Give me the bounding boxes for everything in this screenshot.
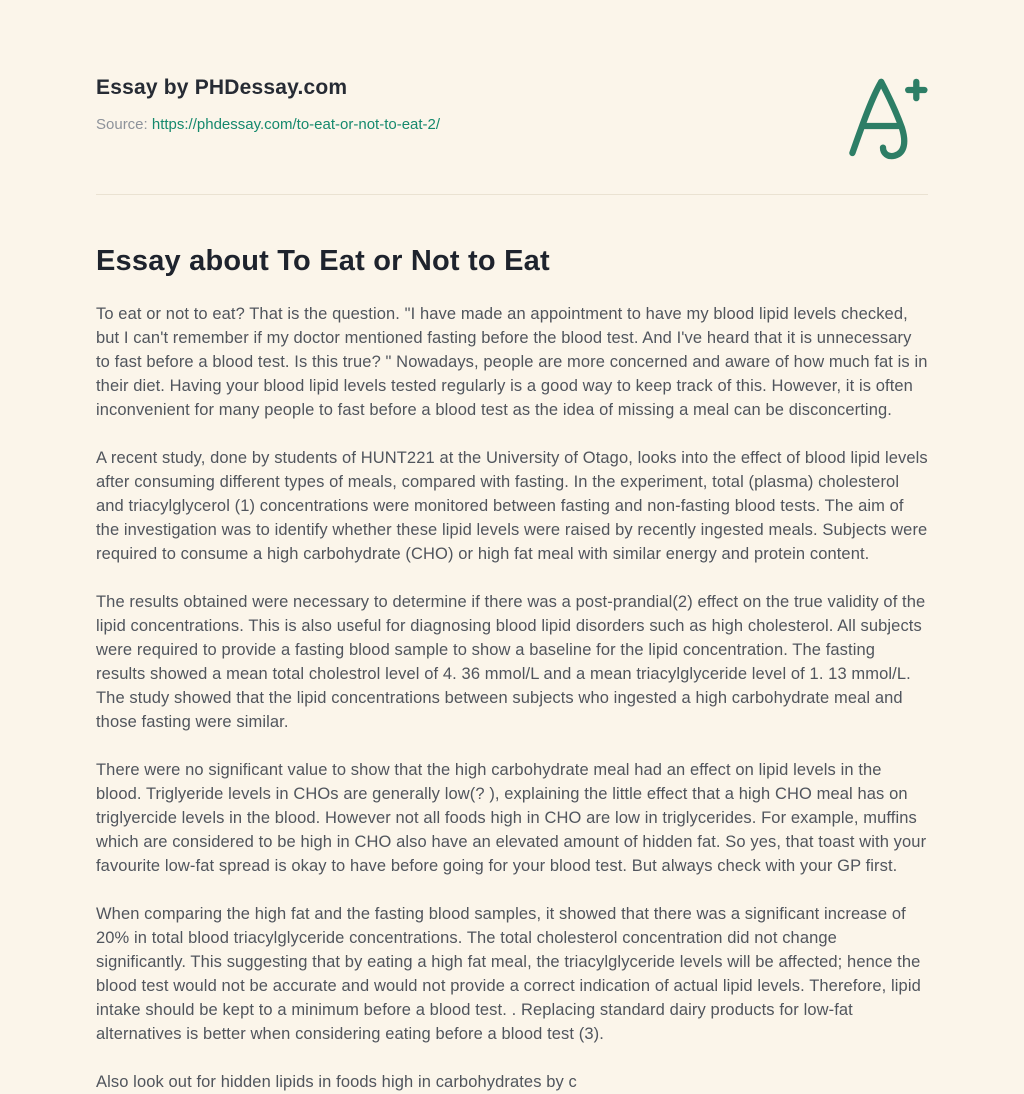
essay-paragraph: There were no significant value to show that the high carbohydrate meal had an effect on lipid levels in the blood. Triglyeride levels in CHOs are generally low(? ), explaining the little effect that a high CHO meal has on triglyercide levels in the blood. However not all foods high in CHO are low in triglycerides. For example, muffins which are considered to be high in CHO also have an elevated amount of hidden fat. So yes, that toast with your favourite low-fat spread is okay to have before going for your blood test. But always check with your GP first. — [96, 761, 927, 875]
essay-body — [96, 302, 928, 1094]
essay-paragraph: A recent study, done by students of HUNT221 at the University of Otago, looks into the effect of blood lipid levels after consuming different types of meals, compared with fasting. In the experiment, total (plasma) cholesterol and triacylglycerol (1) concentrations were monitored between fasting and non-fasting blood tests. The aim of the investigation was to identify whether these lipid levels were raised by recently ingested meals. Subjects were required to consume a high carbohydrate (CHO) or high fat meal with similar energy and protein content. — [96, 449, 928, 563]
brand-title: Essay by PHDessay.com — [96, 76, 348, 99]
page-header — [96, 0, 928, 164]
essay-paragraph: The results obtained were necessary to determine if there was a post-prandial(2) effect on the true validity of the lipid concentrations. This is also useful for diagnosing blood lipid disorders such as high cholesterol. All subjects were required to provide a fasting blood sample to show a baseline for the lipid concentration. The fasting results showed a mean total cholestrol level of 4. 36 mmol/L and a mean triacylglyceride level of 1. 13 mmol/L. The study showed that the lipid concentrations between subjects who ingested a high carbohydrate meal and those fasting were similar. — [96, 593, 926, 731]
source-label: Source: — [96, 116, 148, 133]
essay-paragraph: Also look out for hidden lipids in foods high in carbohydrates by c — [96, 1073, 577, 1091]
essay-title: Essay about To Eat or Not to Eat — [96, 245, 550, 277]
essay-paragraph: When comparing the high fat and the fasting blood samples, it showed that there was a significant increase of 20% in total blood triacylglyceride concentrations. The total cholesterol concentration did not change significantly. This suggesting that by eating a high fat meal, the triacylglyceride levels will be affected; hence the blood test would not be accurate and would not provide a correct indication of actual lipid levels. Therefore, lipid intake should be kept to a minimum before a blood test. . Replacing standard dairy products for low-fat alternatives is better when considering eating before a blood test (3). — [96, 905, 921, 1043]
header-text-block — [96, 76, 440, 133]
essay-main — [96, 245, 928, 1094]
header-divider — [96, 194, 928, 195]
source-url-link[interactable]: https://phdessay.com/to-eat-or-not-to-eat-2/ — [151, 116, 441, 133]
phdessay-logo-icon — [838, 70, 928, 164]
essay-paragraph: To eat or not to eat? That is the question. "I have made an appointment to have my blood lipid levels checked, but I can't remember if my doctor mentioned fasting before the blood test. And I've heard that it is unnecessary to fast before a blood test. Is this true? " Nowadays, people are more concerned and aware of how much fat is in their diet. Having your blood lipid levels tested regularly is a good way to keep track of this. However, it is often inconvenient for many people to fast before a blood test as the idea of missing a meal can be disconcerting. — [96, 305, 928, 419]
source-line — [96, 116, 440, 133]
